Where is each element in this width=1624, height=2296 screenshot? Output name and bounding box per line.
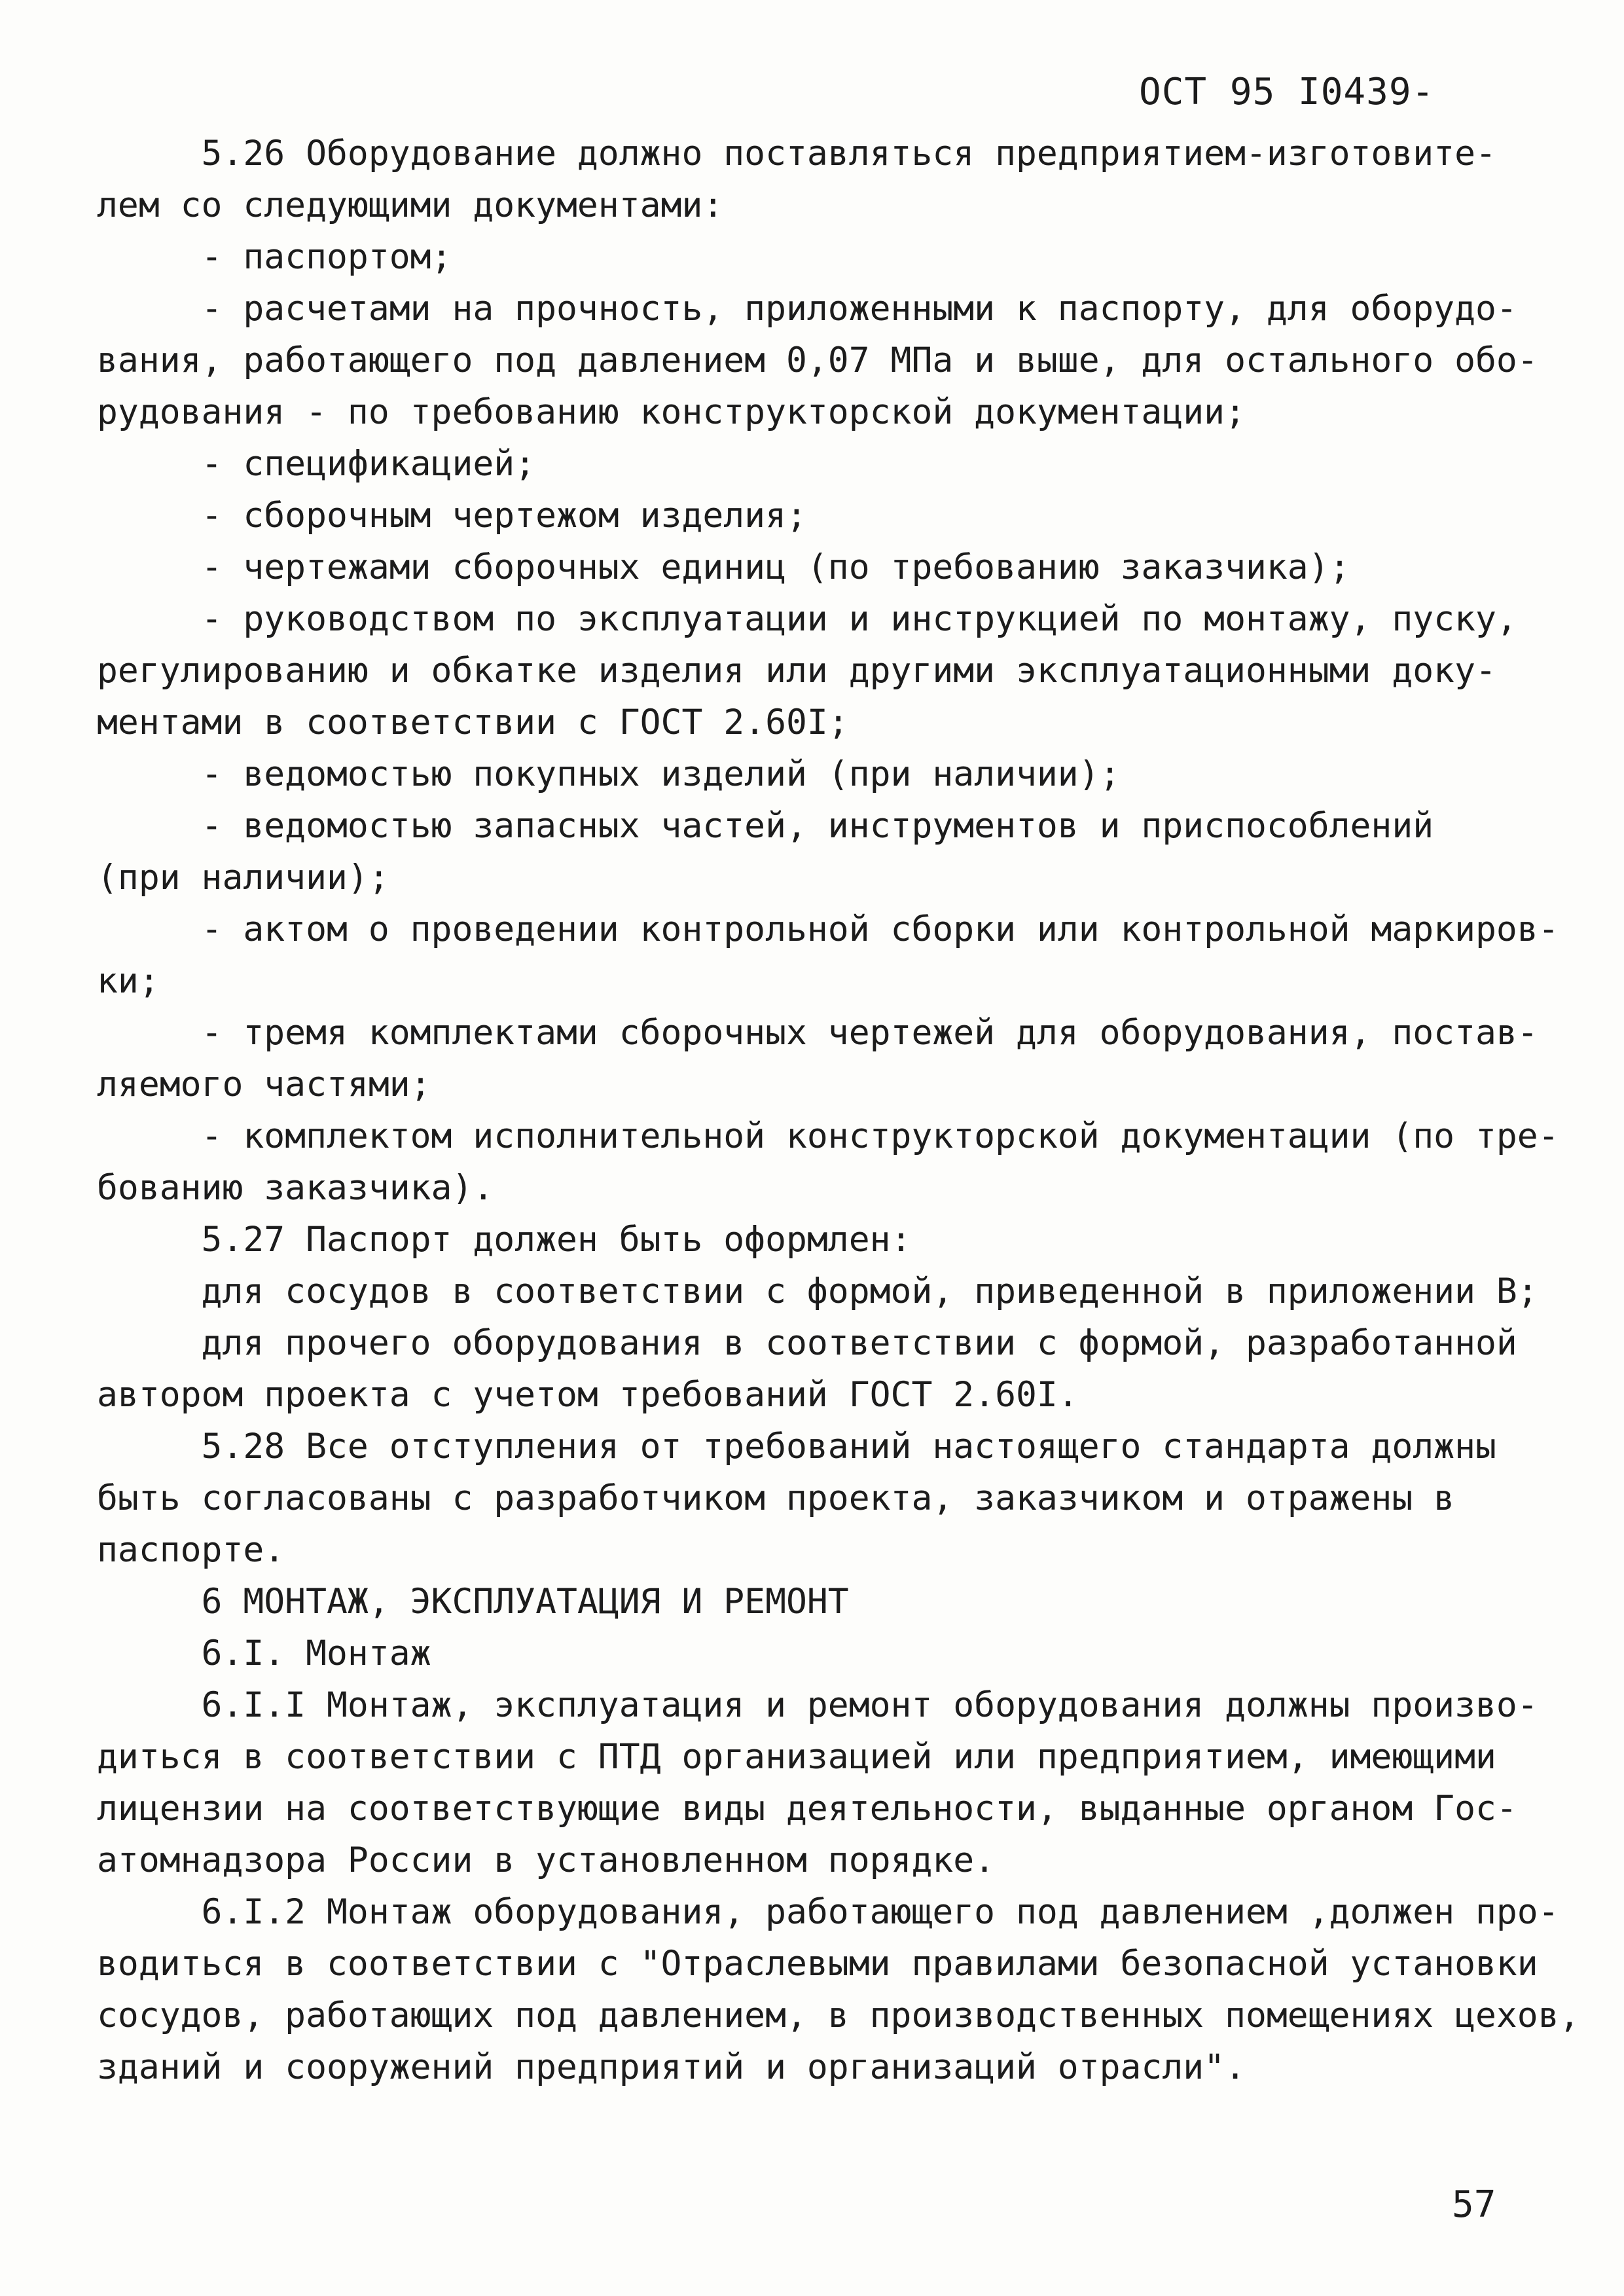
text-line: - чертежами сборочных единиц (по требованию заказчика); [97,547,1350,587]
text-line: ляемого частями; [97,1065,431,1104]
text-line: (при наличии); [97,858,389,898]
text-line: - сборочным чертежом изделия; [97,496,807,536]
text-line: - тремя комплектами сборочных чертежей для оборудования, постав- [97,1013,1538,1053]
text-line: вания, работающего под давлением 0,07 МПа и выше, для остального обо- [97,340,1538,380]
text-line: 5.26 Оборудование должно поставляться предприятием-изготовите- [97,134,1496,173]
text-line: ки; [97,961,160,1001]
text-line: атомнадзора России в установленном порядке. [97,1840,996,1880]
text-line: сосудов, работающих под давлением, в производственных помещениях цехов, [97,1995,1580,2035]
text-line: водиться в соответствии с "Отраслевыми правилами безопасной установки [97,1944,1538,1984]
text-line: ментами в соответствии с ГОСТ 2.60I; [97,702,849,742]
text-line: - актом о проведении контрольной сборки или контрольной маркиров- [97,909,1559,949]
text-line: паспорте. [97,1530,285,1570]
text-line: диться в соответствии с ПТД организацией или предприятием, имеющими [97,1737,1496,1777]
page-number: 57 [1452,2183,1496,2226]
text-line: для сосудов в соответствии с формой, приведенной в приложении В; [97,1271,1538,1311]
text-line: 6 МОНТАЖ, ЭКСПЛУАТАЦИЯ И РЕМОНТ [97,1582,849,1622]
text-line: для прочего оборудования в соответствии с формой, разработанной [97,1323,1517,1363]
text-line: 5.27 Паспорт должен быть оформлен: [97,1220,912,1260]
text-line: регулированию и обкатке изделия или другими эксплуатационными доку- [97,651,1496,691]
text-line: - руководством по эксплуатации и инструкцией по монтажу, пуску, [97,599,1517,639]
document-body [97,128,1580,2093]
text-line: бованию заказчика). [97,1168,494,1208]
text-line: - ведомостью покупных изделий (при наличии); [97,754,1121,794]
text-line: 5.28 Все отступления от требований настоящего стандарта должны [97,1427,1496,1467]
text-line: автором проекта с учетом требований ГОСТ 2.60I. [97,1375,1079,1415]
text-line: лем со следующими документами: [97,185,724,225]
text-line: - паспортом; [97,237,452,277]
text-line: - расчетами на прочность, приложенными к паспорту, для оборудо- [97,289,1517,329]
text-line: лицензии на соответствующие виды деятельности, выданные органом Гос- [97,1789,1517,1829]
text-line: зданий и сооружений предприятий и организаций отрасли". [97,2047,1246,2087]
text-line: - ведомостью запасных частей, инструментов и приспособлений [97,806,1434,846]
text-line: 6.I.I Монтаж, эксплуатация и ремонт оборудования должны произво- [97,1685,1538,1725]
text-line: 6.I. Монтаж [97,1633,431,1673]
text-line: 6.I.2 Монтаж оборудования, работающего под давлением ,должен про- [97,1892,1559,1932]
text-line: - спецификацией; [97,444,536,484]
text-line: быть согласованы с разработчиком проекта, заказчиком и отражены в [97,1478,1455,1518]
text-line: рудования - по требованию конструкторской документации; [97,392,1246,432]
text-line: - комплектом исполнительной конструкторской документации (по тре- [97,1116,1559,1156]
document-code: ОСТ 95 I0439- [1139,71,1435,113]
